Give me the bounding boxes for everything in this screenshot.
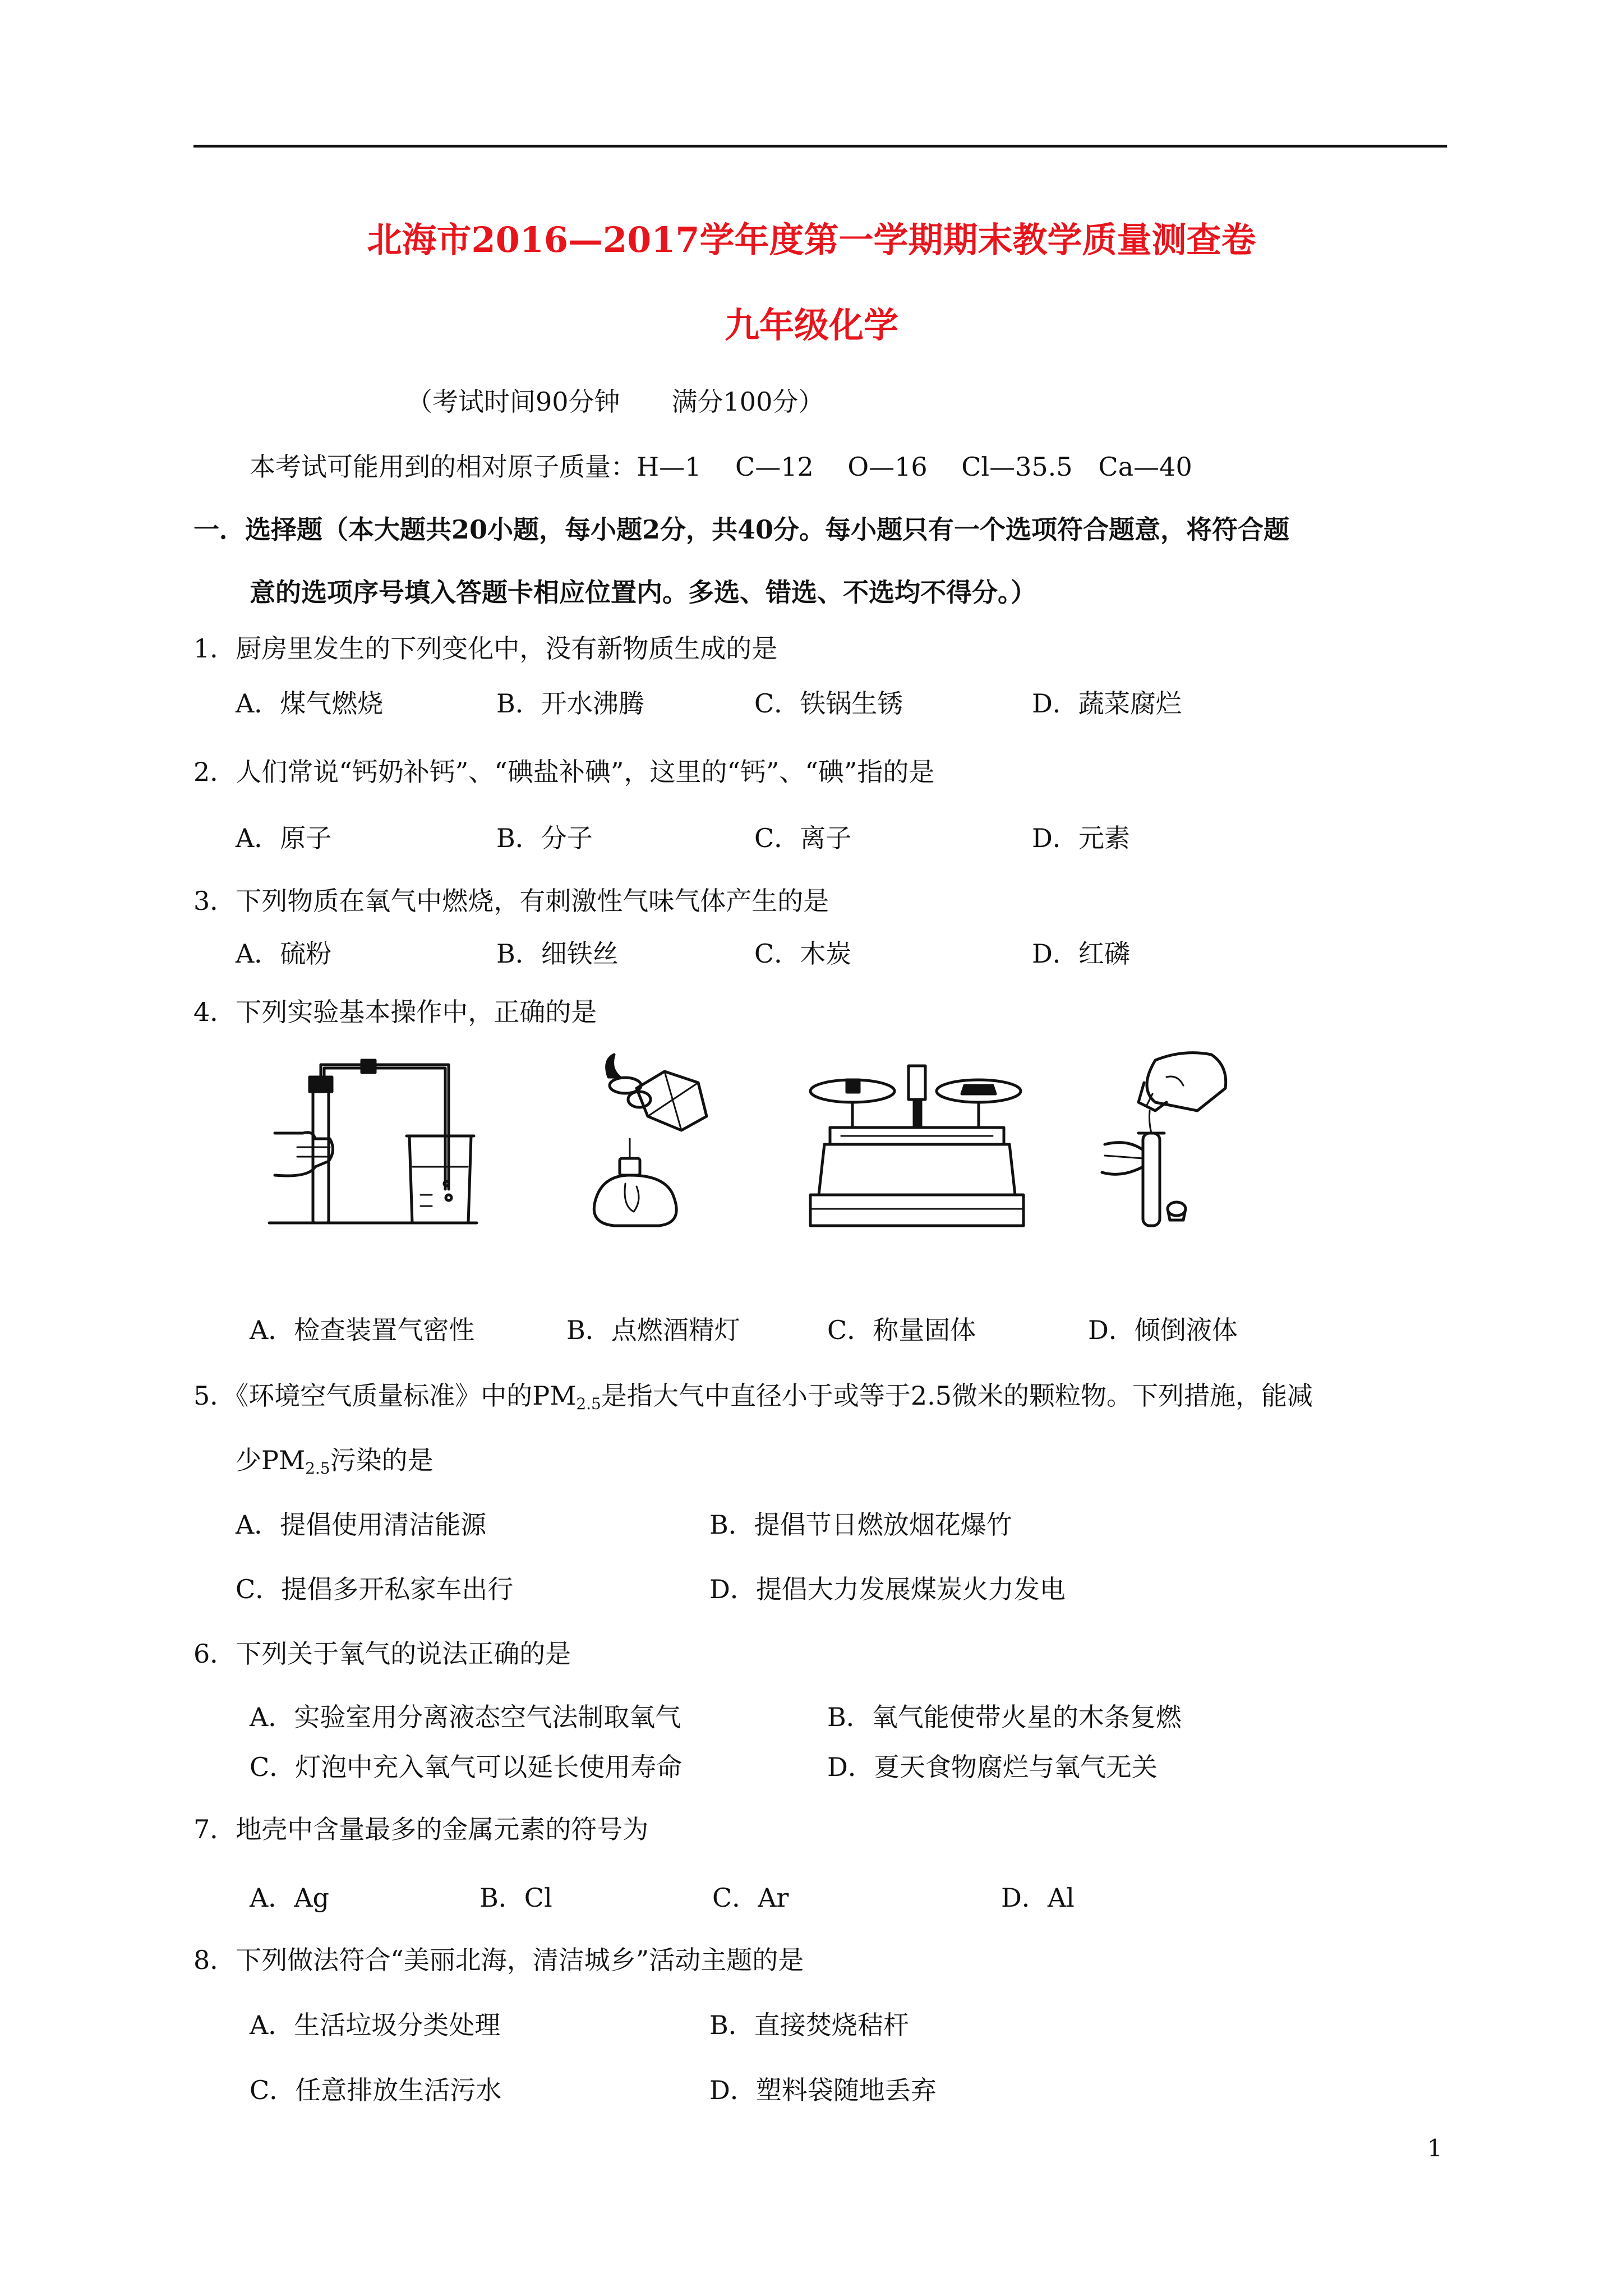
q2-option-d: D．元素: [1032, 823, 1130, 853]
q6-stem: 6．下列关于氧气的说法正确的是: [193, 1639, 571, 1669]
page-subtitle: 九年级化学: [724, 305, 898, 346]
exam-info: （考试时间90分钟 满分100分）: [407, 386, 824, 417]
q5-option-c: C．提倡多开私家车出行: [236, 1574, 514, 1604]
page-number: 1: [1427, 2134, 1442, 2162]
q1-option-a: A．煤气燃烧: [236, 688, 384, 719]
q1-option-b: B．开水沸腾: [496, 688, 644, 719]
q3-option-b: B．细铁丝: [496, 938, 619, 969]
q7-option-d: D．Al: [1001, 1883, 1075, 1913]
q5-option-d: D．提倡大力发展煤炭火力发电: [709, 1574, 1066, 1604]
figure-airtightness-check: [264, 1055, 482, 1234]
q7-stem: 7．地壳中含量最多的金属元素的符号为: [193, 1814, 649, 1844]
q8-option-c: C．任意排放生活污水: [250, 2075, 502, 2105]
page-title: 北海市2016—2017学年度第一学期期末教学质量测查卷: [367, 219, 1256, 260]
q2-option-c: C．离子: [754, 823, 852, 853]
q2-option-a: A．原子: [236, 823, 332, 853]
q3-option-a: A．硫粉: [236, 938, 332, 969]
q4-option-a: A．检查装置气密性: [250, 1315, 475, 1345]
q4-option-d: D．倾倒液体: [1088, 1315, 1238, 1345]
q1-option-d: D．蔬菜腐烂: [1032, 688, 1182, 719]
q5-stem-line1: 5．《环境空气质量标准》中的$PM_{2.5}$是指大气中直径小于或等于2.5微米的颗粒物。下列措施，能减: [193, 1381, 1313, 1413]
q7-option-a: A．Ag: [250, 1883, 329, 1913]
q1-stem: 1．厨房里发生的下列变化中，没有新物质生成的是: [193, 633, 778, 664]
q2-option-b: B．分子: [496, 823, 593, 853]
figure-alcohol-lamp: [575, 1055, 721, 1234]
q3-option-d: D．红磷: [1032, 938, 1130, 969]
q2-stem: 2．人们常说“钙奶补钙”、“碘盐补碘”，这里的“钙”、“碘”指的是: [193, 757, 935, 787]
q6-option-d: D．夏天食物腐烂与氧气无关: [827, 1752, 1158, 1782]
q5-stem-line2: 少$PM_{2.5}$污染的是: [236, 1445, 434, 1478]
q6-option-c: C．灯泡中充入氧气可以延长使用寿命: [250, 1752, 683, 1782]
q1-option-c: C．铁锅生锈: [754, 688, 903, 719]
q7-option-b: B．Cl: [479, 1883, 552, 1913]
q8-option-a: A．生活垃圾分类处理: [250, 2010, 501, 2040]
figure-balance: [808, 1066, 1026, 1240]
q4-stem: 4．下列实验基本操作中，正确的是: [193, 997, 597, 1027]
q6-option-a: A．实验室用分离液态空气法制取氧气: [250, 1702, 681, 1732]
q5-option-a: A．提倡使用清洁能源: [236, 1510, 487, 1540]
q8-stem: 8．下列做法符合“美丽北海，清洁城乡”活动主题的是: [193, 1945, 804, 1975]
q7-option-c: C．Ar: [712, 1883, 789, 1913]
q3-option-c: C．木炭: [754, 938, 852, 969]
figure-pouring-liquid: [1094, 1049, 1239, 1234]
q4-option-b: B．点燃酒精灯: [566, 1315, 740, 1345]
q8-option-b: B．直接焚烧秸杆: [709, 2010, 909, 2040]
atomic-masses: 本考试可能用到的相对原子质量：H—1 C—12 O—16 Cl—35.5 Ca—40: [250, 452, 1192, 482]
q4-option-c: C．称量固体: [827, 1315, 976, 1345]
q6-option-b: B．氧气能使带火星的木条复燃: [827, 1702, 1182, 1732]
q5-option-b: B．提倡节日燃放烟花爆竹: [709, 1510, 1012, 1540]
q8-option-d: D．塑料袋随地丢弃: [709, 2075, 937, 2105]
section-heading-line2: 意的选项序号填入答题卡相应位置内。多选、错选、不选均不得分。）: [250, 577, 1036, 608]
section-heading-line1: 一．选择题（本大题共20小题，每小题2分，共40分。每小题只有一个选项符合题意，将符合题: [193, 514, 1290, 545]
q3-stem: 3．下列物质在氧气中燃烧，有刺激性气味气体产生的是: [193, 886, 829, 916]
header-rule: [193, 145, 1447, 148]
